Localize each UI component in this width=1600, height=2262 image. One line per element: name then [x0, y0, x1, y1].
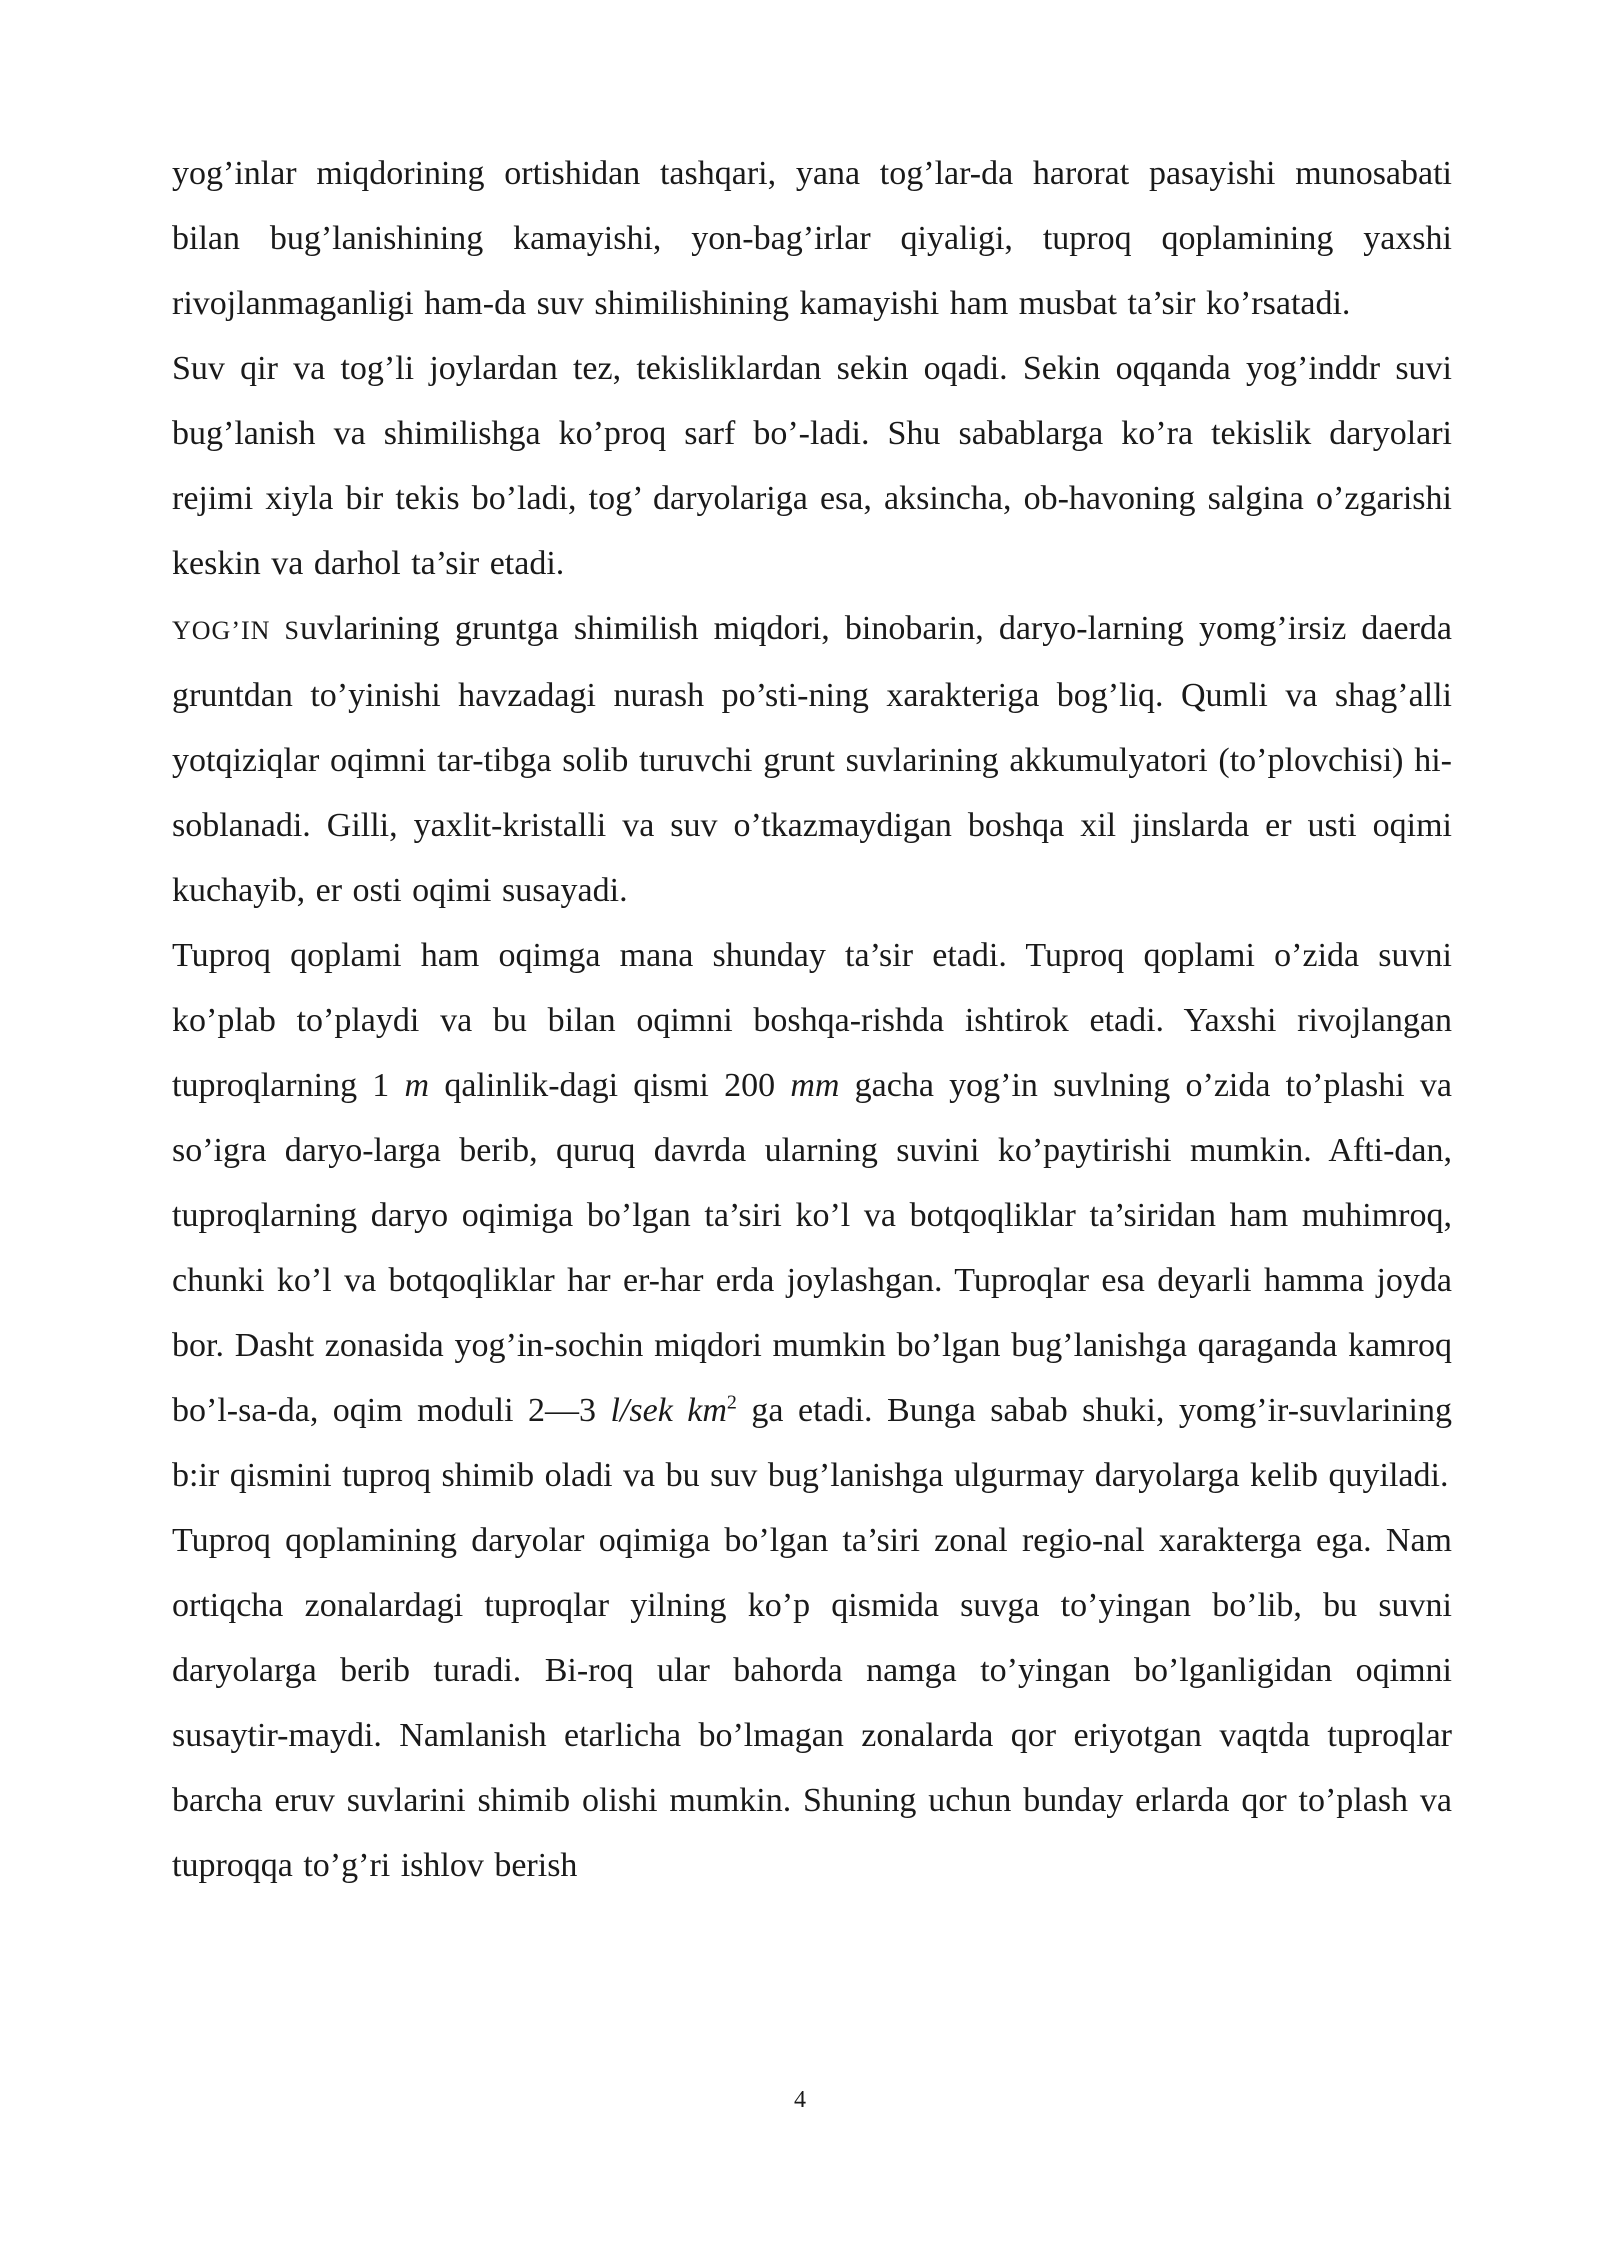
paragraph-4-part-b: qalinlik-dagi qismi 200 — [429, 1067, 791, 1104]
page-number: 4 — [794, 2087, 806, 2113]
paragraph-4-part-d: ga etadi. Bunga sabab shuki, yomg’ir-suvlarining b:ir qismini tuproq shimib oladi va bu suv bug’lanishga ulgurmay daryolarga kelib quyiladi. — [172, 1392, 1452, 1494]
paragraph-4-part-c: gacha yog’in suvlning o’zida to’plashi va so’igra daryo-larga berib, quruq davrda ularning suvini ko’paytirishi mumkin. Afti-dan, tuproqlarning daryo oqimiga bo’lgan ta’siri ko’l va botqoqliklar ta’siridan ham muhimroq, chunki ko’l va botqoqliklar har er-har erda joylashgan. Tuproqlar esa deyarli hamma joyda bor. Dasht zonasida yog’in-sochin miqdori mumkin bo’lgan bug’lanishga qaraganda kamroq bo’l-sa-da, oqim moduli 2—3 — [172, 1067, 1452, 1429]
unit-superscript: 2 — [726, 1391, 737, 1414]
paragraph-1 — [172, 141, 1452, 336]
paragraph-3 — [172, 596, 1452, 923]
paragraph-3-text: uvlarining gruntga shimilish miqdori, binobarin, daryo-larning yomg’irsiz daerda gruntdan to’yinishi havzadagi nurash po’sti-ning xarakteriga bog’liq. Qumli va shag’alli yotqiziqlar oqimni tar-tibga solib turuvchi grunt suvlarining akkumulyatori (to’plovchisi) hi-soblanadi. Gilli, yaxlit-kristalli va suv o’tkazmaydigan boshqa xil jinslarda er usti oqimi kuchayib, er osti oqimi susayadi. — [172, 610, 1452, 909]
paragraph-1-text: yog’inlar miqdorining ortishidan tashqari, yana tog’lar-da harorat pasayishi munosabati bilan bug’lanishining kamayishi, yon-bag’irlar qiyaligi, tuproq qoplamining yaxshi rivojlanmaganligi ham-da suv shimilishining kamayishi ham musbat ta’sir ko’rsatadi. — [172, 155, 1452, 322]
paragraph-3-lead: YOG’IN S — [172, 616, 300, 645]
paragraph-5 — [172, 1508, 1452, 1898]
paragraph-2 — [172, 336, 1452, 596]
unit-mm: mm — [790, 1067, 840, 1104]
paragraph-4-part-a: Tuproq qoplami ham oqimga mana shunday ta’sir etadi. Tuproq qoplami o’zida suvni ko’plab to’playdi va bu bilan oqimni boshqa-rishda ishtirok etadi. Yaxshi rivojlangan tuproqlarning 1 — [172, 937, 1452, 1104]
paragraph-4 — [172, 923, 1452, 1508]
paragraph-2-text: Suv qir va tog’li joylardan tez, tekisliklardan sekin oqadi. Sekin oqqanda yog’inddr suvi bug’lanish va shimilishga ko’proq sarf bo’-ladi. Shu sabablarga ko’ra tekislik daryolari rejimi xiyla bir tekis bo’ladi, tog’ daryolariga esa, aksincha, ob-havoning salgina o’zgarishi keskin va darhol ta’sir etadi. — [172, 350, 1452, 582]
document-body — [172, 141, 1452, 1898]
unit-l-sek-km: l/sek km — [610, 1392, 727, 1429]
unit-m: m — [404, 1067, 430, 1104]
paragraph-5-text: Tuproq qoplamining daryolar oqimiga bo’lgan ta’siri zonal regio-nal xarakterga ega. Nam ortiqcha zonalardagi tuproqlar yilning ko’p qismida suvga to’yingan bo’lib, bu suvni daryolarga berib turadi. Bi-roq ular bahorda namga to’yingan bo’lganligidan oqimni susaytir-maydi. Namlanish etarlicha bo’lmagan zonalarda qor eriyotgan vaqtda tuproqlar barcha eruv suvlarini shimib olishi mumkin. Shuning uchun bunday erlarda qor to’plash va tuproqqa to’g’ri ishlov berish — [172, 1522, 1452, 1884]
